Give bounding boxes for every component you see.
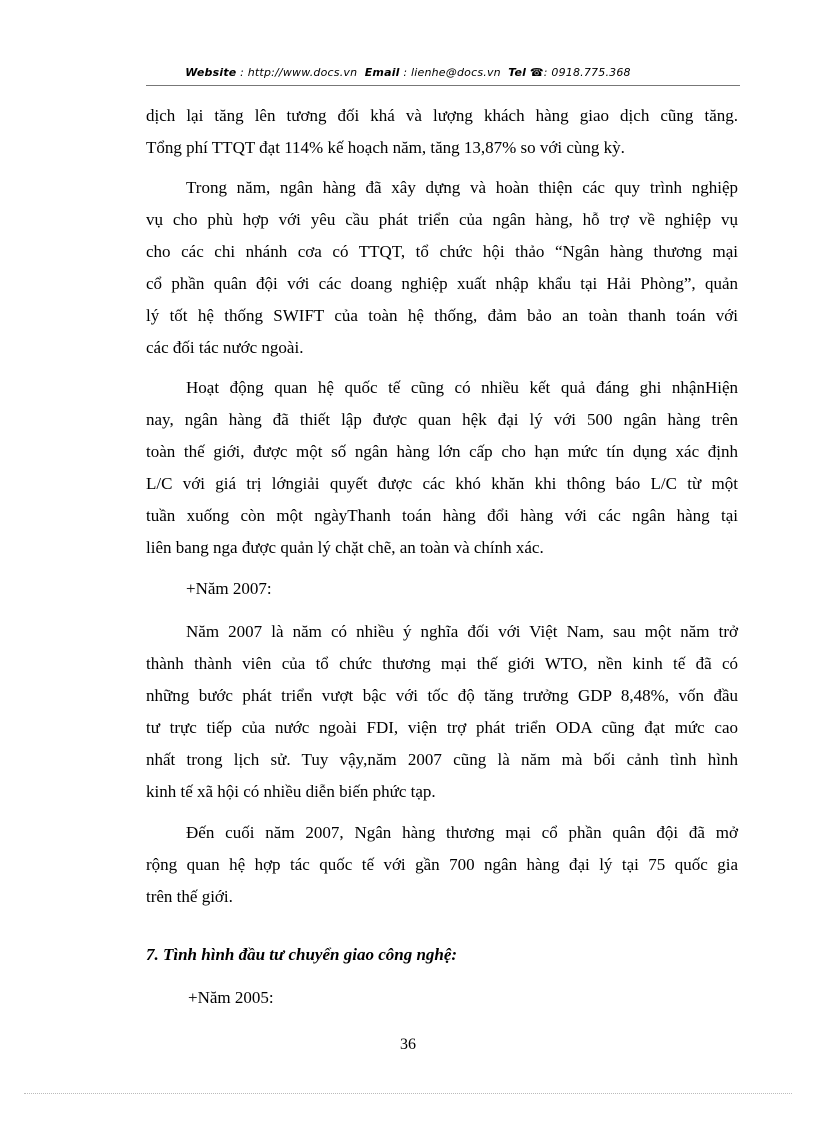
tel-label: Tel bbox=[508, 66, 527, 79]
website-label: Website bbox=[185, 66, 237, 79]
text-line: cổ phần quân đội với các doang nghiệp xuất nhập khẩu tại Hải Phòng”, quản bbox=[146, 274, 738, 293]
text-line: tư trực tiếp của nước ngoài FDI, viện trợ phát triển ODA cũng đạt mức cao bbox=[146, 718, 738, 737]
text-line: vụ cho phù hợp với yêu cầu phát triển của ngân hàng, hỗ trợ về nghiệp vụ bbox=[146, 210, 738, 229]
text-line: tuần xuống còn một ngàyThanh toán hàng đổi hàng với các ngân hàng tại bbox=[146, 506, 738, 525]
text-line: Năm 2007 là năm có nhiều ý nghĩa đối với Việt Nam, sau một năm trở bbox=[186, 622, 738, 641]
text-line: Trong năm, ngân hàng đã xây dựng và hoàn thiện các quy trình nghiệp bbox=[186, 178, 738, 197]
text-line: Đến cuối năm 2007, Ngân hàng thương mại cổ phần quân đội đã mở bbox=[186, 823, 738, 842]
text-line: toàn thế giới, được một số ngân hàng lớn cấp cho hạn mức tín dụng xác định bbox=[146, 442, 738, 461]
text-line: rộng quan hệ hợp tác quốc tế với gần 700 ngân hàng đại lý tại 75 quốc gia bbox=[146, 855, 738, 874]
page-number: 36 bbox=[400, 1036, 416, 1053]
paragraph-5 bbox=[146, 817, 738, 913]
email-label: Email bbox=[364, 66, 400, 79]
year-2005-label: +Năm 2005: bbox=[188, 988, 274, 1007]
paragraph-4 bbox=[146, 616, 738, 808]
text-line: Tổng phí TTQT đạt 114% kế hoạch năm, tăng 13,87% so với cùng kỳ. bbox=[146, 138, 625, 157]
text-line: những bước phát triển vượt bậc với tốc độ tăng trưởng GDP 8,48%, vốn đầu bbox=[146, 686, 738, 705]
text-line: kinh tế xã hội có nhiều diễn biến phức tạp. bbox=[146, 782, 436, 801]
text-line: nay, ngân hàng đã thiết lập được quan hệk đại lý với 500 ngân hàng trên bbox=[146, 410, 738, 429]
paragraph-2 bbox=[146, 172, 738, 364]
paragraph-1 bbox=[146, 100, 738, 164]
page-header bbox=[0, 66, 816, 79]
text-line: lý tốt hệ thống SWIFT của toàn hệ thống, đảm bảo an toàn thanh toán với bbox=[146, 306, 738, 325]
phone-icon: ☎ bbox=[529, 66, 544, 79]
tel-value: : 0918.775.368 bbox=[543, 66, 631, 79]
text-line: L/C với giá trị lớngiải quyết được các khó khăn khi thông báo L/C từ một bbox=[146, 474, 738, 493]
text-line: cho các chi nhánh cơa có TTQT, tổ chức hội thảo “Ngân hàng thương mại bbox=[146, 242, 738, 261]
email-value: : lienhe@docs.vn bbox=[403, 66, 501, 79]
text-line: liên bang nga được quản lý chặt chẽ, an toàn và chính xác. bbox=[146, 538, 544, 557]
website-value: : http://www.docs.vn bbox=[240, 66, 358, 79]
paragraph-3 bbox=[146, 372, 738, 564]
text-line: dịch lại tăng lên tương đối khá và lượng khách hàng giao dịch cũng tăng. bbox=[146, 106, 738, 125]
text-line: Hoạt động quan hệ quốc tế cũng có nhiều kết quả đáng ghi nhậnHiện bbox=[186, 378, 738, 397]
bottom-dotted-rule bbox=[24, 1093, 792, 1094]
section-heading: 7. Tình hình đầu tư chuyển giao công nghệ: bbox=[146, 945, 458, 964]
text-line: nhất trong lịch sử. Tuy vậy,năm 2007 cũng là năm mà bối cảnh tình hình bbox=[146, 750, 738, 769]
text-line: trên thế giới. bbox=[146, 887, 233, 906]
header-rule bbox=[146, 85, 740, 86]
text-line: các đối tác nước ngoài. bbox=[146, 338, 304, 357]
text-line: thành thành viên của tổ chức thương mại thế giới WTO, nền kinh tế đã có bbox=[146, 654, 738, 673]
year-2007-label: +Năm 2007: bbox=[186, 579, 272, 598]
